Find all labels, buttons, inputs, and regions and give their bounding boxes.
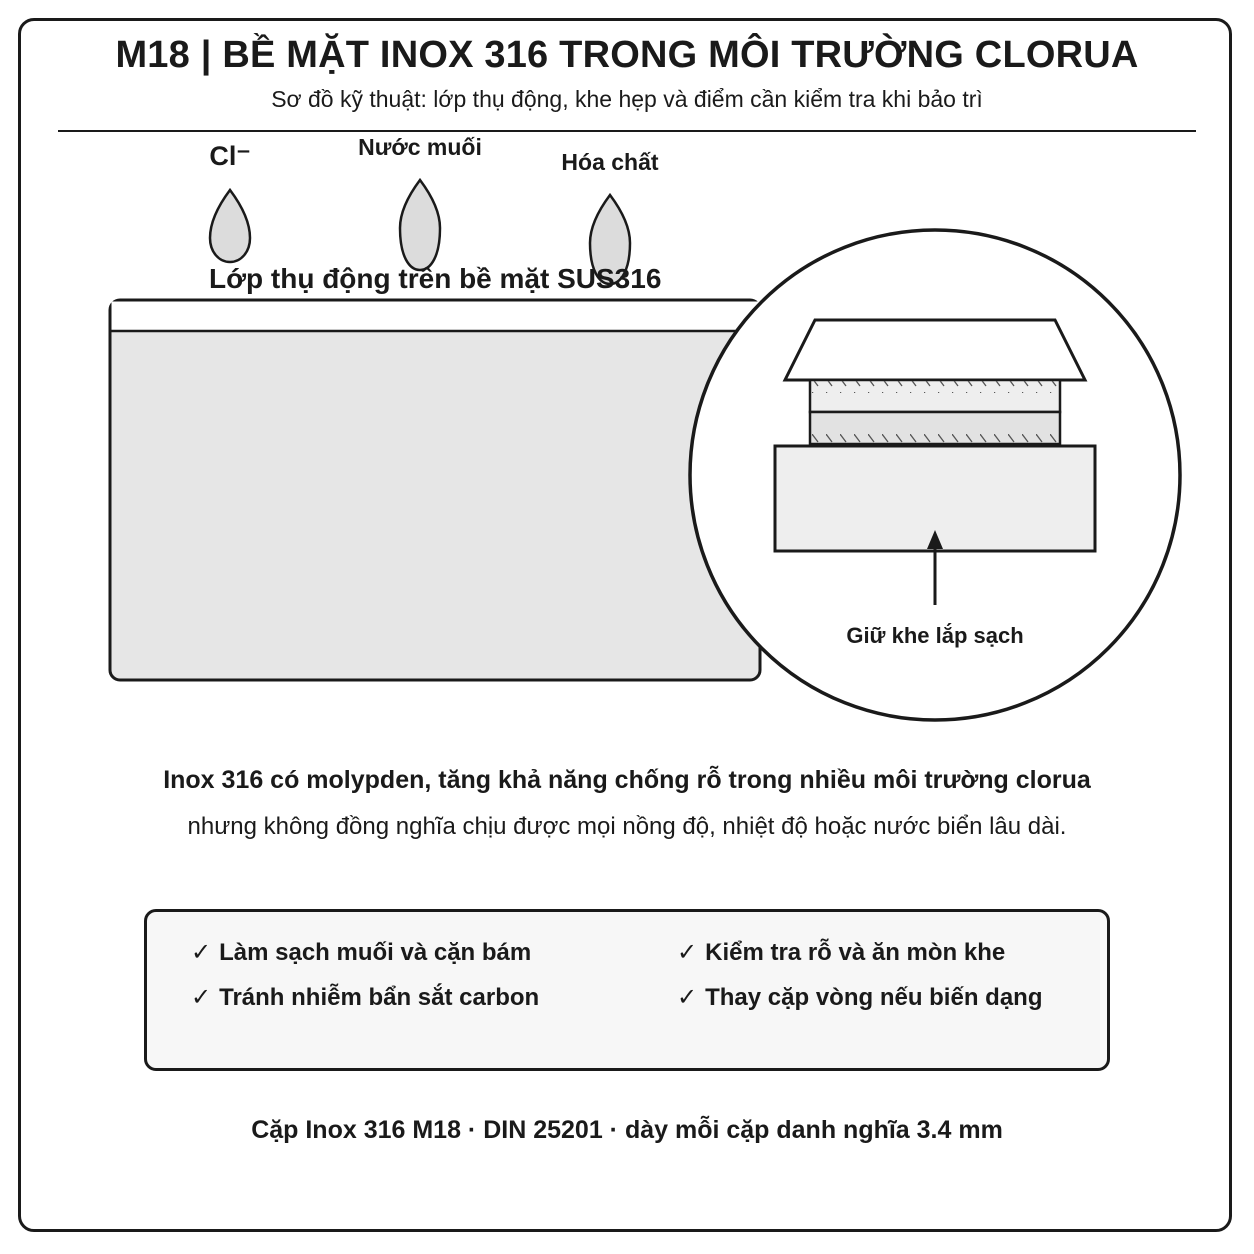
check-icon: ✓ bbox=[677, 984, 698, 1011]
chloride-label: Cl⁻ bbox=[209, 141, 251, 171]
check-icon: ✓ bbox=[191, 984, 212, 1011]
salt-water-label: Nước muối bbox=[358, 134, 482, 160]
chemicals-label: Hóa chất bbox=[561, 149, 659, 175]
page-subtitle: Sơ đồ kỹ thuật: lớp thụ động, khe hẹp và điểm cần kiểm tra khi bảo trì bbox=[271, 86, 983, 112]
page-title: M18 | BỀ MẶT INOX 316 TRONG MÔI TRƯỜNG CLORUA bbox=[115, 34, 1139, 76]
check-icon: ✓ bbox=[677, 939, 698, 966]
gap-label: Giữ khe lắp sạch bbox=[846, 623, 1024, 648]
passive-layer bbox=[112, 302, 759, 332]
checklist-item: ✓ Tránh nhiễm bẩn sắt carbon bbox=[191, 984, 540, 1011]
chloride-drop-icon bbox=[210, 190, 250, 262]
steel-plate bbox=[110, 300, 760, 680]
salt-water-drop-icon bbox=[400, 180, 440, 270]
spec-footer: Cặp Inox 316 M18 · DIN 25201 · dày mỗi cặp danh nghĩa 3.4 mm bbox=[251, 1116, 1003, 1144]
nut-shape bbox=[785, 320, 1085, 380]
checklist-item: ✓ Kiểm tra rỗ và ăn mòn khe bbox=[677, 939, 1006, 966]
secondary-note: nhưng không đồng nghĩa chịu được mọi nồng độ, nhiệt độ hoặc nước biển lâu dài. bbox=[187, 813, 1067, 840]
maintenance-checklist bbox=[144, 909, 1110, 1071]
checklist-item: ✓ Làm sạch muối và cặn bám bbox=[191, 939, 532, 966]
check-icon: ✓ bbox=[191, 939, 212, 966]
main-note: Inox 316 có molypden, tăng khả năng chống rỗ trong nhiều môi trường clorua bbox=[163, 766, 1091, 794]
passive-layer-label: Lớp thụ động trên bề mặt SUS316 bbox=[209, 263, 662, 294]
checklist-item: ✓ Thay cặp vòng nếu biến dạng bbox=[677, 984, 1043, 1011]
washer-stack-detail bbox=[775, 320, 1095, 551]
